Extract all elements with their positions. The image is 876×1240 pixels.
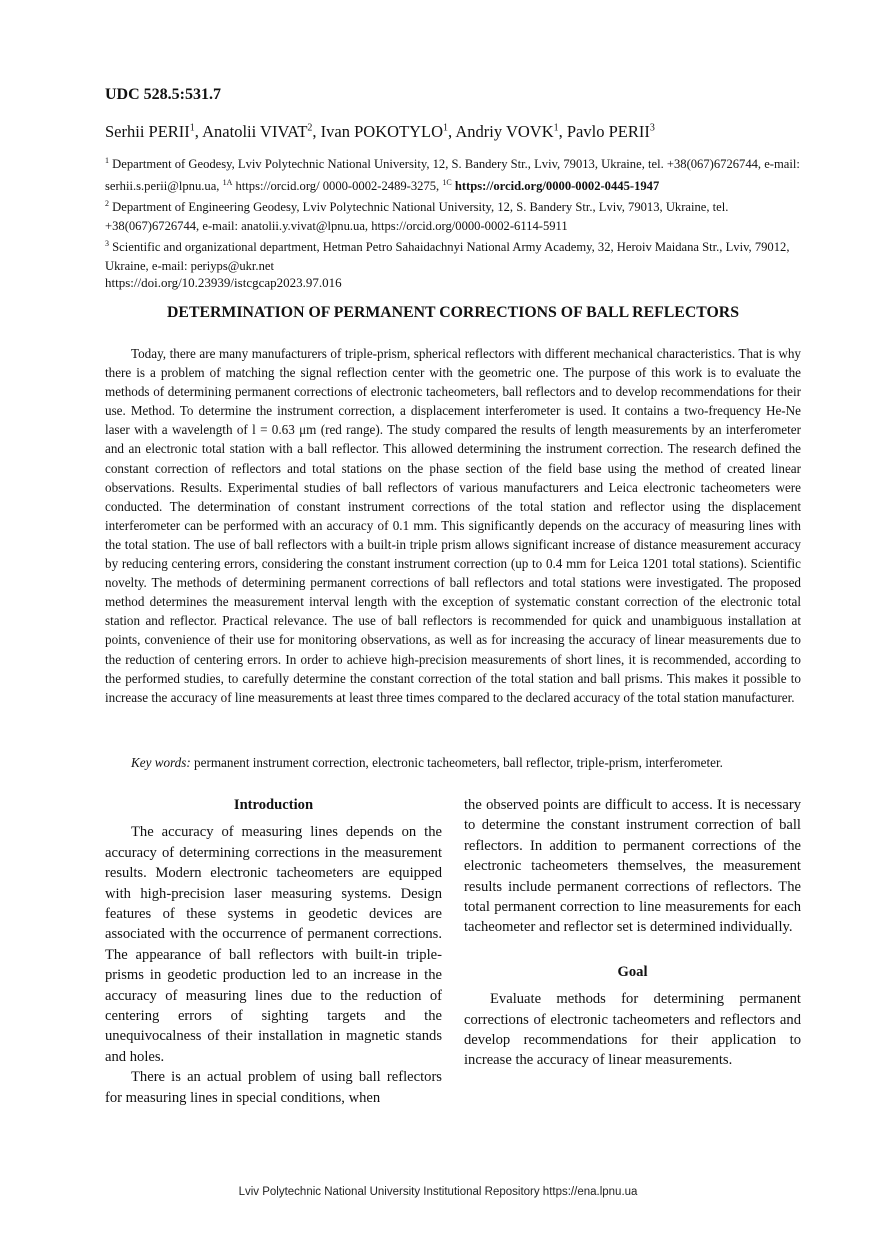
column-left (105, 795, 442, 1108)
author-affil-mark: 2 (307, 122, 313, 134)
section-heading-introduction: Introduction (233, 797, 314, 813)
intro-paragraph-2-start: There is an actual problem of using ball reflectors for measuring lines in special conditions, when (105, 1069, 442, 1106)
author-name: Anatolii VIVAT (202, 122, 308, 141)
doi-link[interactable]: https://doi.org/10.23939/istcgcap2023.97.016 (105, 275, 342, 290)
repository-footer: Lviv Polytechnic National University Institutional Repository https://ena.lpnu.ua (238, 1186, 638, 1198)
orcid-link[interactable]: https://orcid.org/0000-0002-0445-1947 (451, 178, 660, 193)
intro-paragraph-2-cont: the observed points are difficult to access. It is necessary to determine the constant instrument correction of ball reflectors. In addition to permanent corrections of the electronic tacheometers themselves, the measurement results include permanent corrections of reflectors. The total permanent correction to line measurements for each tacheometer and reflector set is determined individually. (464, 797, 801, 936)
keywords (105, 753, 801, 772)
section-heading-goal: Goal (617, 963, 648, 980)
paper-title: DETERMINATION OF PERMANENT CORRECTIONS OF BALL REFLECTORS (167, 304, 739, 321)
author-name: Serhii PERII (105, 122, 190, 141)
affiliation-3: $^3$ Scientific and organizational department, Hetman Petro Sahaidachnyi National Army Academy, 32, Heroiv Maidana Str., Lviv, 79012, Ukraine, e-mail: periyps@ukr.net (105, 239, 790, 273)
keywords-label: Key words: (131, 755, 191, 770)
author-affil-mark: 1 (553, 122, 559, 134)
affiliations (105, 152, 805, 275)
author-list: Serhii PERII$^1$, Anatolii VIVAT$^2$, Ivan POKOTYLO$^1$, Andriy VOVK$^1$, Pavlo PERII$^3$ (105, 122, 655, 141)
abstract (105, 344, 801, 707)
udc-code: UDC 528.5:531.7 (105, 86, 221, 103)
goal-paragraph: Evaluate methods for determining permanent corrections of electronic tacheometers and reflectors and develop recommendations for their application to increase the accuracy of linear measurements. (464, 991, 801, 1069)
intro-paragraph-1: The accuracy of measuring lines depends on the accuracy of determining corrections in the measurement results. Modern electronic tacheometers are equipped with high-precision laser measuring systems. Design features of these systems in geodetic devices are associated with the occurrence of permanent corrections. The appearance of ball reflectors with built-in triple-prisms in geodetic production led to an increase in the accuracy of measuring lines due to the reduction of centering errors of sighting targets and the unequivocalness of their installation in magnetic stands and holes. (105, 824, 442, 1065)
affiliation-1: $^1$ Department of Geodesy, Lviv Polytechnic National University, 12, S. Bandery Str., Lviv, 79013, Ukraine, tel. +38(067)6726744, e-mail: serhii.s.perii@lpnu.ua, $^{1A}$ https://orcid.org/ 0000-0002-2489-3275, $^{1C}$ https://orcid.org/0000-0002-0445-1947 (105, 156, 800, 193)
column-right (464, 795, 801, 1071)
orcid-link[interactable]: https://orcid.org/ 0000-0002-2489-3275, (232, 178, 443, 193)
author-affil-mark: 1 (443, 122, 449, 134)
author-name: Andriy VOVK (455, 122, 554, 141)
author-affil-mark: 1 (189, 122, 195, 134)
author-name: Pavlo PERII (566, 122, 650, 141)
affiliation-2: $^2$ Department of Engineering Geodesy, Lviv Polytechnic National University, 12, S. Bandery Str., Lviv, 79013, Ukraine, tel. +38(067)6726744, e-mail: anatolii.y.vivat@lpnu.ua, https://orcid.org/0000-0002-6114-5911 (105, 199, 729, 233)
author-affil-mark: 3 (649, 122, 655, 134)
abstract-text: Today, there are many manufacturers of triple-prism, spherical reflectors with different mechanical characteristics. That is why there is a problem of matching the signal reflection center with the geometric one. The purpose of this work is to evaluate the methods of determining permanent corrections of electronic tacheometers, ball reflectors and to develop recommendations for their use. Method. To determine the instrument correction, a displacement interferometer is used. It contains a two-frequency He-Ne laser with a wavelength of l = 0.63 μm (red range). The study compared the results of length measurements by an interferometer and an electronic total station with a ball reflector. This allowed determining the instrument correction. The research defined the constant correction of reflectors and total stations on the phase section of the field base using the method of created linear observations. Results. Experimental studies of ball reflectors of various manufacturers and Leica electronic tacheometers were conducted. The determination of constant instrument corrections of the total station and reflector using the displacement interferometer can be performed with an accuracy of 0.1 mm. This significantly depends on the accuracy of measuring lines with the total station. The use of ball reflectors with a built-in triple prism allows significant increase of distance measurement accuracy by reducing centering errors, considering the constant instrument correction (up to 0.4 mm for Leica 1201 total stations). Scientific novelty. The methods of determining permanent corrections of ball reflectors and total stations were investigated. The proposed method determines the measurement interval length with the exception of systematic constant correction of the electronic total station and reflector. Practical relevance. The use of ball reflectors is recommended for quick and unambiguous installation at points, convenience of their use for monitoring observations, as well as for increasing the accuracy of linear measurements due to the reduction of centering errors. In order to achieve high-precision measurements of short lines, it is recommended, according to the performed studies, to carefully determine the constant correction of the total station and ball prisms. This makes it possible to increase the accuracy of line measurements at least three times compared to the declared accuracy of the total station manufacturer. (105, 346, 801, 705)
keywords-text: permanent instrument correction, electronic tacheometers, ball reflector, triple-prism, interferometer. (190, 755, 723, 770)
author-name: Ivan POKOTYLO (320, 122, 444, 141)
